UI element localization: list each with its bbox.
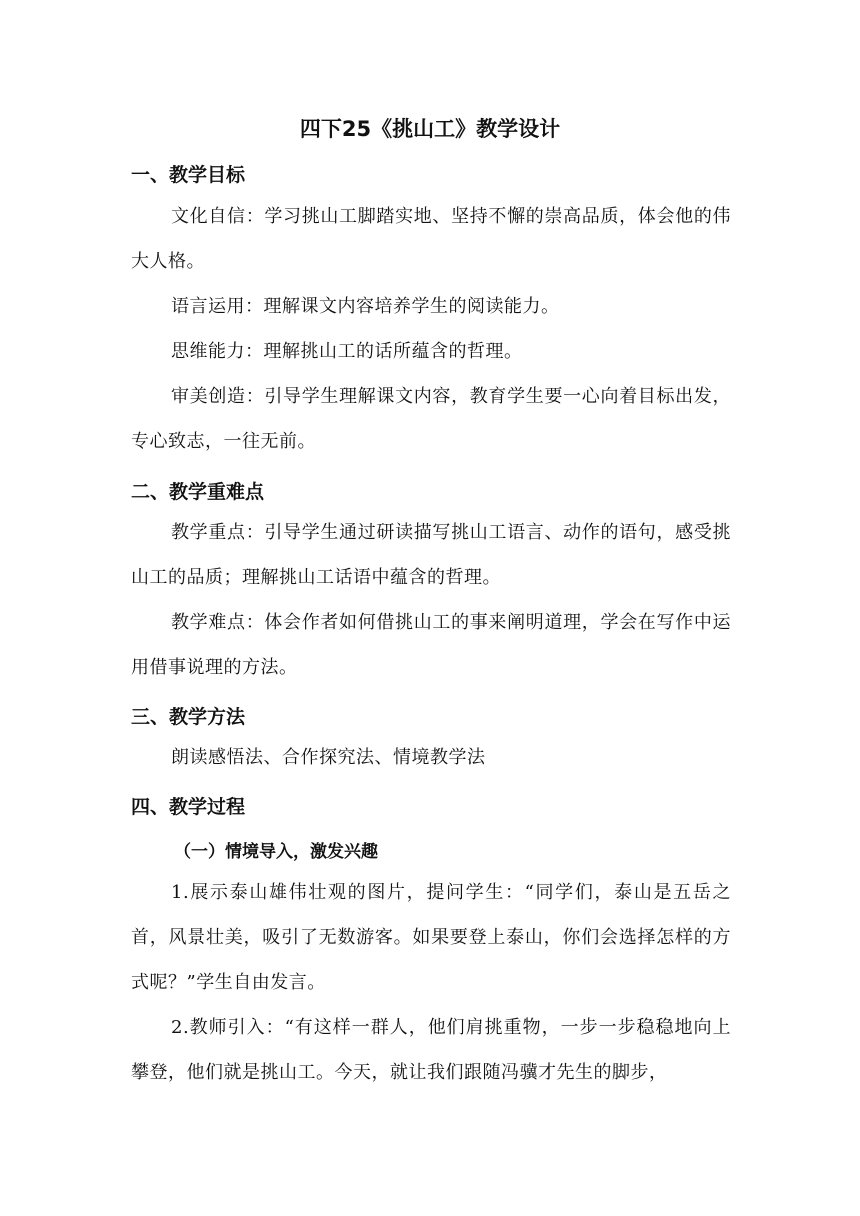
- paragraph-goal-language: 语言运用：理解课文内容培养学生的阅读能力。: [171, 296, 560, 317]
- paragraph-process-2: 2.教师引入：“有这样一群人，他们肩挑重物，一步一步稳稳地向上攀登，他们就是挑山工。今天，就让我们跟随冯骥才先生的脚步，: [131, 1017, 731, 1083]
- section-heading-goals: 一、教学目标: [131, 164, 246, 186]
- paragraph-key-focus: 教学重点：引导学生通过研读描写挑山工语言、动作的语句，感受挑山工的品质；理解挑山工话语中蕴含的哲理。: [131, 522, 731, 588]
- section-heading-keypoints: 二、教学重难点: [131, 481, 265, 503]
- document-title: 四下25《挑山工》教学设计: [299, 117, 561, 141]
- paragraph-goal-culture: 文化自信：学习挑山工脚踏实地、坚持不懈的崇高品质，体会他的伟大人格。: [131, 206, 731, 272]
- section-heading-process: 四、教学过程: [131, 796, 246, 818]
- paragraph-goal-thinking: 思维能力：理解挑山工的话所蕴含的哲理。: [171, 341, 523, 362]
- paragraph-key-difficulty: 教学难点：体会作者如何借挑山工的事来阐明道理，学会在写作中运用借事说理的方法。: [131, 612, 731, 678]
- paragraph-goal-aesthetic: 审美创造：引导学生理解课文内容，教育学生要一心向着目标出发，专心致志，一往无前。: [131, 386, 731, 452]
- section-heading-methods: 三、教学方法: [131, 706, 246, 728]
- subsection-heading-intro: （一）情境导入，激发兴趣: [174, 842, 378, 862]
- paragraph-methods: 朗读感悟法、合作探究法、情境教学法: [171, 747, 486, 768]
- paragraph-process-1: 1.展示泰山雄伟壮观的图片，提问学生：“同学们，泰山是五岳之首，风景壮美，吸引了无数游客。如果要登上泰山，你们会选择怎样的方式呢？”学生自由发言。: [131, 882, 731, 993]
